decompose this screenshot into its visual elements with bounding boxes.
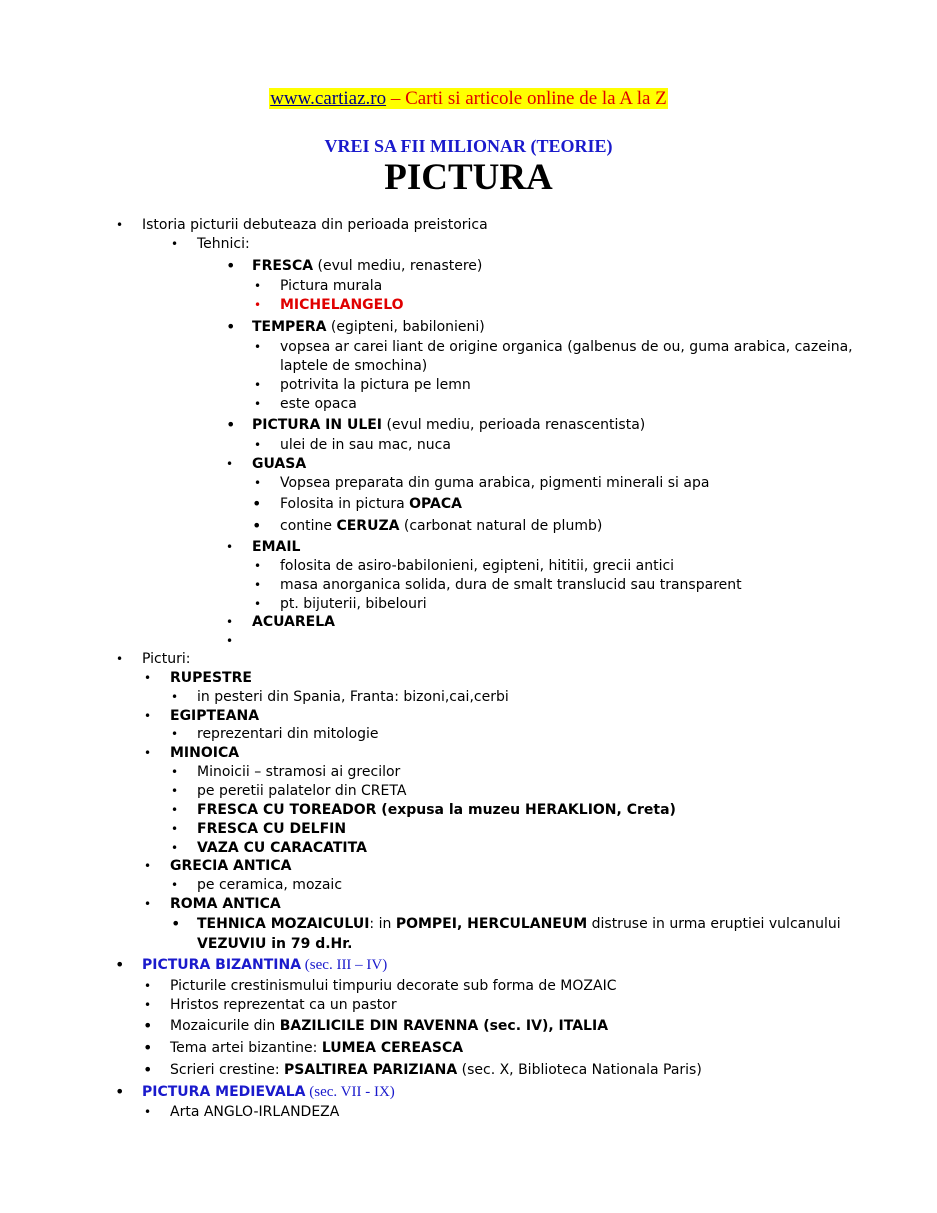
list-item: • contine CERUZA (carbonat natural de plumb) xyxy=(252,516,603,535)
bullet-icon: • xyxy=(144,979,152,993)
list-item: • folosita de asiro-babilonieni, egipteni, hititii, grecii antici xyxy=(254,558,675,574)
list-item: • ROMA ANTICA xyxy=(144,896,281,912)
bullet-icon: • xyxy=(143,1016,153,1035)
list-item: • pe peretii palatelor din CRETA xyxy=(171,783,407,799)
list-item: • reprezentari din mitologie xyxy=(171,726,379,742)
list-item: • vopsea ar carei liant de origine organica (galbenus de ou, guma arabica, cazeina, xyxy=(254,339,853,355)
bullet-icon: • xyxy=(254,298,262,312)
bullet-icon: • xyxy=(144,1105,152,1119)
list-item: • Minoicii – stramosi ai grecilor xyxy=(171,764,401,780)
list-item: • Folosita in pictura OPACA xyxy=(252,494,462,513)
bullet-icon: • xyxy=(171,765,179,779)
list-item: • EGIPTEANA xyxy=(144,708,260,724)
bullet-icon: • xyxy=(171,727,179,741)
list-item: • Mozaicurile din BAZILICILE DIN RAVENNA (sec. IV), ITALIA xyxy=(143,1016,609,1035)
header-banner xyxy=(0,86,937,112)
bullet-icon: • xyxy=(254,559,262,573)
bullet-icon: • xyxy=(254,578,262,592)
bullet-icon: • xyxy=(116,218,124,232)
bullet-icon: • xyxy=(171,690,179,704)
bullet-icon: • xyxy=(115,955,125,974)
list-item: • PICTURA BIZANTINA (sec. III – IV) xyxy=(115,955,388,974)
bullet-icon: • xyxy=(143,1038,153,1057)
bullet-icon: • xyxy=(171,822,179,836)
bullet-icon: • xyxy=(143,1060,153,1079)
bullet-icon: • xyxy=(115,1082,125,1101)
list-item: • ACUARELA xyxy=(226,614,335,630)
list-item: • masa anorganica solida, dura de smalt translucid sau transparent xyxy=(254,577,742,593)
bullet-icon: • xyxy=(144,671,152,685)
bullet-icon: • xyxy=(254,378,262,392)
list-item: • pt. bijuterii, bibelouri xyxy=(254,596,427,612)
list-item: • MINOICA xyxy=(144,745,240,761)
list-item: • Istoria picturii debuteaza din perioada preistorica xyxy=(116,217,488,233)
list-item: • Tema artei bizantine: LUMEA CEREASCA xyxy=(143,1038,464,1057)
bullet-icon: • xyxy=(254,476,262,490)
bullet-icon: • xyxy=(254,279,262,293)
list-item: • FRESCA (evul mediu, renastere) xyxy=(226,256,483,275)
bullet-icon: • xyxy=(254,438,262,452)
list-item: • Arta ANGLO-IRLANDEZA xyxy=(144,1104,340,1120)
bullet-icon: • xyxy=(171,784,179,798)
bullet-icon: • xyxy=(252,494,262,513)
list-item: • EMAIL xyxy=(226,539,301,555)
bullet-icon: • xyxy=(144,709,152,723)
header-tagline: – Carti si articole online de la A la Z xyxy=(386,88,667,109)
bullet-icon: • xyxy=(171,237,179,251)
list-item-continuation: laptele de smochina) xyxy=(280,358,428,374)
list-item: • este opaca xyxy=(254,396,357,412)
header-highlight xyxy=(269,88,668,109)
bullet-icon: • xyxy=(254,340,262,354)
list-item: • GUASA xyxy=(226,456,307,472)
list-item: • in pesteri din Spania, Franta: bizoni,cai,cerbi xyxy=(171,689,509,705)
list-item: • Scrieri crestine: PSALTIREA PARIZIANA (sec. X, Biblioteca Nationala Paris) xyxy=(143,1060,702,1079)
site-link[interactable]: www.cartiaz.ro xyxy=(270,88,387,109)
bullet-icon: • xyxy=(116,652,124,666)
bullet-icon: • xyxy=(171,878,179,892)
document-body xyxy=(0,216,937,1122)
bullet-icon: • xyxy=(226,256,236,275)
document-subtitle: VREI SA FII MILIONAR (TEORIE) xyxy=(324,136,613,156)
list-item: • Tehnici: xyxy=(171,236,250,252)
list-item: • FRESCA CU DELFIN xyxy=(171,821,347,837)
bullet-icon: • xyxy=(171,803,179,817)
list-item: • Picturi: xyxy=(116,651,191,667)
list-item: • Vopsea preparata din guma arabica, pigmenti minerali si apa xyxy=(254,475,710,491)
bullet-icon: • xyxy=(144,859,152,873)
list-item: • RUPESTRE xyxy=(144,670,252,686)
list-item: • Picturile crestinismului timpuriu decorate sub forma de MOZAIC xyxy=(144,978,617,994)
bullet-icon: • xyxy=(144,897,152,911)
list-item: • Pictura murala xyxy=(254,278,383,294)
list-item: • MICHELANGELO xyxy=(254,297,404,313)
list-item: • pe ceramica, mozaic xyxy=(171,877,343,893)
bullet-icon: • xyxy=(254,397,262,411)
bullet-icon: • xyxy=(226,634,234,648)
list-item: • Hristos reprezentat ca un pastor xyxy=(144,997,397,1013)
bullet-icon: • xyxy=(252,516,262,535)
bullet-icon: • xyxy=(254,597,262,611)
list-item: • PICTURA IN ULEI (evul mediu, perioada renascentista) xyxy=(226,415,646,434)
bullet-icon: • xyxy=(226,457,234,471)
bullet-icon: • xyxy=(171,914,181,933)
bullet-icon: • xyxy=(226,615,234,629)
list-item: • TEHNICA MOZAICULUI: in POMPEI, HERCULANEUM distruse in urma eruptiei vulcanului xyxy=(171,914,841,933)
list-item: • ulei de in sau mac, nuca xyxy=(254,437,451,453)
bullet-icon: • xyxy=(171,841,179,855)
bullet-icon: • xyxy=(144,998,152,1012)
list-item: • GRECIA ANTICA xyxy=(144,858,292,874)
bullet-icon: • xyxy=(226,540,234,554)
list-item: • FRESCA CU TOREADOR (expusa la muzeu HERAKLION, Creta) xyxy=(171,802,676,818)
bullet-icon: • xyxy=(226,415,236,434)
list-item-empty xyxy=(0,632,937,650)
document-title: PICTURA xyxy=(384,157,553,198)
list-item: • potrivita la pictura pe lemn xyxy=(254,377,471,393)
bullet-icon: • xyxy=(144,746,152,760)
list-item: • PICTURA MEDIEVALA (sec. VII - IX) xyxy=(115,1082,395,1101)
list-item: • TEMPERA (egipteni, babilonieni) xyxy=(226,317,485,336)
bullet-icon: • xyxy=(226,317,236,336)
list-item: • VAZA CU CARACATITA xyxy=(171,840,367,856)
list-item-continuation: VEZUVIU in 79 d.Hr. xyxy=(197,936,353,952)
